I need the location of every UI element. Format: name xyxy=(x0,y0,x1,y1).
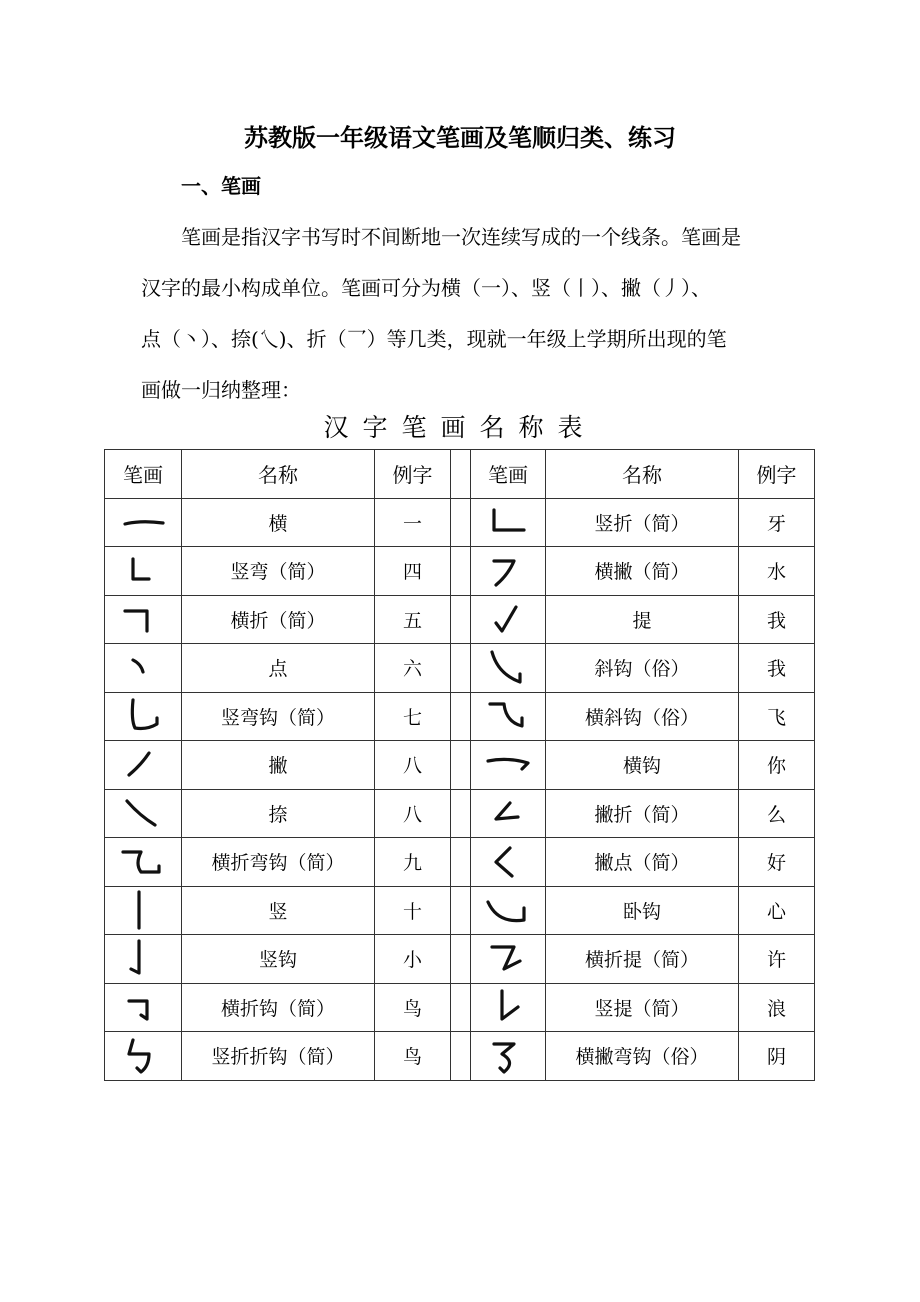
stroke-cell xyxy=(471,789,546,838)
stroke-name-cell: 撇 xyxy=(182,741,375,790)
example-char-cell: 你 xyxy=(739,741,815,790)
stroke-cell xyxy=(105,838,182,887)
example-char-cell: 么 xyxy=(739,789,815,838)
stroke-name-cell: 竖弯（简） xyxy=(182,547,375,596)
stroke-cell xyxy=(105,644,182,693)
table-row xyxy=(105,595,815,644)
example-char-cell: 九 xyxy=(375,838,451,887)
stroke-cell xyxy=(471,547,546,596)
paragraph-line: 笔画是指汉字书写时不间断地一次连续写成的一个线条。笔画是 xyxy=(181,225,741,249)
header-name: 名称 xyxy=(182,450,375,499)
shuwangou-stroke-icon xyxy=(119,696,167,736)
stroke-cell xyxy=(105,595,182,644)
stroke-cell xyxy=(105,1032,182,1081)
henggou-stroke-icon xyxy=(484,745,532,785)
example-char-cell: 浪 xyxy=(739,983,815,1032)
header-stroke: 笔画 xyxy=(471,450,546,499)
example-char-cell: 我 xyxy=(739,644,815,693)
stroke-cell xyxy=(471,644,546,693)
stroke-name-cell: 竖 xyxy=(182,886,375,935)
stroke-name-cell: 撇点（简） xyxy=(546,838,739,887)
stroke-cell xyxy=(471,741,546,790)
stroke-name-cell: 竖折折钩（简） xyxy=(182,1032,375,1081)
stroke-cell xyxy=(471,692,546,741)
paragraph-line: 汉字的最小构成单位。笔画可分为横（一）、竖（丨）、撇（丿）、 xyxy=(141,276,711,300)
stroke-cell xyxy=(471,1032,546,1081)
stroke-name-cell: 提 xyxy=(546,595,739,644)
stroke-cell xyxy=(105,498,182,547)
stroke-cell xyxy=(105,789,182,838)
hengxiegou-stroke-icon xyxy=(484,696,532,736)
stroke-cell xyxy=(105,935,182,984)
stroke-name-table xyxy=(104,449,815,1081)
hengzhewangou-stroke-icon xyxy=(119,842,167,882)
table-row xyxy=(105,498,815,547)
piedian-stroke-icon xyxy=(484,842,532,882)
table-row xyxy=(105,935,815,984)
shuzhe-stroke-icon xyxy=(484,502,532,542)
stroke-name-cell: 竖弯钩（简） xyxy=(182,692,375,741)
paragraph-line: 点（丶）、捺(乀)、折（乛）等几类，现就一年级上学期所出现的笔 xyxy=(141,327,727,351)
heng-stroke-icon xyxy=(119,502,167,542)
column-divider xyxy=(451,1032,471,1081)
section-heading: 一、笔画 xyxy=(181,174,261,198)
table-row xyxy=(105,886,815,935)
example-char-cell: 一 xyxy=(375,498,451,547)
header-example: 例字 xyxy=(739,450,815,499)
table-row xyxy=(105,644,815,693)
example-char-cell: 四 xyxy=(375,547,451,596)
column-divider xyxy=(451,595,471,644)
stroke-name-cell: 捺 xyxy=(182,789,375,838)
stroke-cell xyxy=(471,983,546,1032)
example-char-cell: 许 xyxy=(739,935,815,984)
example-char-cell: 八 xyxy=(375,789,451,838)
table-header-row xyxy=(105,450,815,499)
table-row xyxy=(105,838,815,887)
column-divider xyxy=(451,983,471,1032)
hengpiewangou-stroke-icon xyxy=(484,1036,532,1076)
shugou-stroke-icon xyxy=(119,939,167,979)
stroke-cell xyxy=(105,547,182,596)
stroke-cell xyxy=(471,935,546,984)
header-example: 例字 xyxy=(375,450,451,499)
piezhe-stroke-icon xyxy=(484,793,532,833)
table-row xyxy=(105,692,815,741)
shuwan-stroke-icon xyxy=(119,551,167,591)
header-name: 名称 xyxy=(546,450,739,499)
hengzheti-stroke-icon xyxy=(484,939,532,979)
column-divider xyxy=(451,498,471,547)
wogou-stroke-icon xyxy=(484,890,532,930)
stroke-name-cell: 横斜钩（俗） xyxy=(546,692,739,741)
na-stroke-icon xyxy=(119,793,167,833)
stroke-name-cell: 横折钩（简） xyxy=(182,983,375,1032)
stroke-cell xyxy=(471,595,546,644)
stroke-cell xyxy=(105,886,182,935)
column-divider xyxy=(451,741,471,790)
example-char-cell: 好 xyxy=(739,838,815,887)
stroke-name-cell: 撇折（简） xyxy=(546,789,739,838)
stroke-cell xyxy=(471,498,546,547)
stroke-name-cell: 横撇弯钩（俗） xyxy=(546,1032,739,1081)
column-divider xyxy=(451,935,471,984)
example-char-cell: 牙 xyxy=(739,498,815,547)
column-divider xyxy=(451,692,471,741)
stroke-cell xyxy=(105,692,182,741)
stroke-name-cell: 横折（简） xyxy=(182,595,375,644)
paragraph-line: 画做一归纳整理： xyxy=(141,378,301,402)
table-title: 汉字笔画名称表 xyxy=(323,413,597,442)
stroke-name-cell: 横折弯钩（简） xyxy=(182,838,375,887)
column-divider xyxy=(451,789,471,838)
example-char-cell: 八 xyxy=(375,741,451,790)
example-char-cell: 我 xyxy=(739,595,815,644)
stroke-name-cell: 斜钩（俗） xyxy=(546,644,739,693)
stroke-cell xyxy=(105,983,182,1032)
table-row xyxy=(105,983,815,1032)
column-divider xyxy=(451,838,471,887)
hengzhe-stroke-icon xyxy=(119,599,167,639)
intro-paragraph xyxy=(141,212,791,416)
ti-stroke-icon xyxy=(484,599,532,639)
stroke-name-cell: 横撇（简） xyxy=(546,547,739,596)
xiegou-stroke-icon xyxy=(484,648,532,688)
stroke-cell xyxy=(105,741,182,790)
example-char-cell: 水 xyxy=(739,547,815,596)
stroke-cell xyxy=(471,838,546,887)
stroke-name-cell: 竖提（简） xyxy=(546,983,739,1032)
hengpie-stroke-icon xyxy=(484,551,532,591)
table-row xyxy=(105,789,815,838)
stroke-name-cell: 点 xyxy=(182,644,375,693)
shu-stroke-icon xyxy=(119,890,167,930)
stroke-name-cell: 横折提（简） xyxy=(546,935,739,984)
example-char-cell: 鸟 xyxy=(375,983,451,1032)
example-char-cell: 十 xyxy=(375,886,451,935)
dian-stroke-icon xyxy=(119,648,167,688)
document-title: 苏教版一年级语文笔画及笔顺归类、练习 xyxy=(244,124,676,152)
example-char-cell: 心 xyxy=(739,886,815,935)
column-divider xyxy=(451,644,471,693)
column-divider xyxy=(451,450,471,499)
header-stroke: 笔画 xyxy=(105,450,182,499)
shuti-stroke-icon xyxy=(484,987,532,1027)
example-char-cell: 六 xyxy=(375,644,451,693)
example-char-cell: 五 xyxy=(375,595,451,644)
example-char-cell: 七 xyxy=(375,692,451,741)
column-divider xyxy=(451,886,471,935)
shuzhezhegou-stroke-icon xyxy=(119,1036,167,1076)
stroke-name-cell: 横钩 xyxy=(546,741,739,790)
stroke-name-cell: 卧钩 xyxy=(546,886,739,935)
table-row xyxy=(105,741,815,790)
example-char-cell: 阴 xyxy=(739,1032,815,1081)
column-divider xyxy=(451,547,471,596)
stroke-cell xyxy=(471,886,546,935)
stroke-name-cell: 竖钩 xyxy=(182,935,375,984)
example-char-cell: 飞 xyxy=(739,692,815,741)
stroke-name-cell: 横 xyxy=(182,498,375,547)
table-row xyxy=(105,1032,815,1081)
example-char-cell: 小 xyxy=(375,935,451,984)
hengzhegou-stroke-icon xyxy=(119,987,167,1027)
example-char-cell: 鸟 xyxy=(375,1032,451,1081)
table-row xyxy=(105,547,815,596)
pie-stroke-icon xyxy=(119,745,167,785)
stroke-name-cell: 竖折（简） xyxy=(546,498,739,547)
